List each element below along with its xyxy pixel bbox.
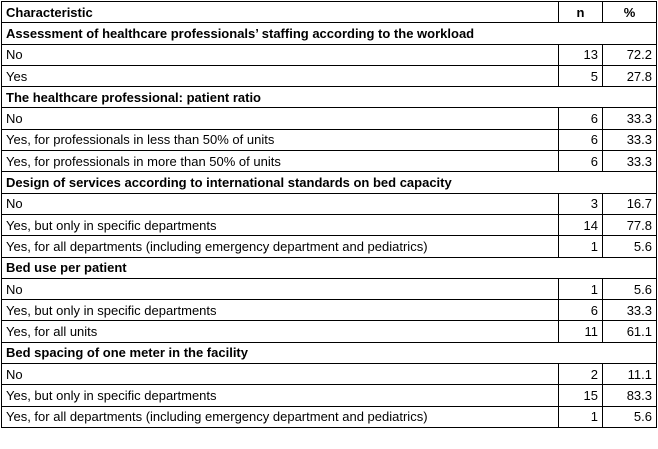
row-label: No xyxy=(2,364,559,385)
row-label: Yes xyxy=(2,65,559,86)
row-label: Yes, but only in specific departments xyxy=(2,214,559,235)
section-header-row xyxy=(2,342,657,363)
header-characteristic: Characteristic xyxy=(2,2,559,23)
row-pct: 27.8 xyxy=(603,65,657,86)
table-row xyxy=(2,385,657,406)
row-pct: 33.3 xyxy=(603,108,657,129)
row-label: Yes, but only in specific departments xyxy=(2,385,559,406)
row-label: No xyxy=(2,193,559,214)
header-pct: % xyxy=(603,2,657,23)
row-n: 1 xyxy=(559,236,603,257)
table-row xyxy=(2,406,657,427)
row-label: Yes, for all departments (including emergency department and pediatrics) xyxy=(2,236,559,257)
section-title: Bed spacing of one meter in the facility xyxy=(2,342,657,363)
row-n: 15 xyxy=(559,385,603,406)
row-pct: 72.2 xyxy=(603,44,657,65)
row-n: 6 xyxy=(559,300,603,321)
table-row xyxy=(2,300,657,321)
row-pct: 5.6 xyxy=(603,278,657,299)
table-row xyxy=(2,193,657,214)
header-n: n xyxy=(559,2,603,23)
row-label: No xyxy=(2,44,559,65)
row-pct: 77.8 xyxy=(603,214,657,235)
row-label: No xyxy=(2,278,559,299)
row-pct: 33.3 xyxy=(603,129,657,150)
row-n: 6 xyxy=(559,151,603,172)
row-pct: 83.3 xyxy=(603,385,657,406)
row-n: 14 xyxy=(559,214,603,235)
row-label: Yes, for all departments (including emergency department and pediatrics) xyxy=(2,406,559,427)
row-n: 6 xyxy=(559,108,603,129)
section-header-row xyxy=(2,172,657,193)
table-row xyxy=(2,236,657,257)
row-n: 6 xyxy=(559,129,603,150)
row-label: No xyxy=(2,108,559,129)
row-n: 1 xyxy=(559,278,603,299)
table-row xyxy=(2,151,657,172)
table-row xyxy=(2,364,657,385)
row-n: 1 xyxy=(559,406,603,427)
row-n: 3 xyxy=(559,193,603,214)
row-label: Yes, for professionals in less than 50% of units xyxy=(2,129,559,150)
table-row xyxy=(2,214,657,235)
table-row xyxy=(2,65,657,86)
table-row xyxy=(2,321,657,342)
row-pct: 33.3 xyxy=(603,151,657,172)
row-n: 11 xyxy=(559,321,603,342)
section-title: Bed use per patient xyxy=(2,257,657,278)
row-pct: 5.6 xyxy=(603,406,657,427)
section-header-row xyxy=(2,87,657,108)
row-pct: 16.7 xyxy=(603,193,657,214)
section-title: Assessment of healthcare professionals’ staffing according to the workload xyxy=(2,23,657,44)
table-row xyxy=(2,129,657,150)
section-header-row xyxy=(2,23,657,44)
table-row xyxy=(2,278,657,299)
row-pct: 11.1 xyxy=(603,364,657,385)
table-row xyxy=(2,44,657,65)
row-n: 2 xyxy=(559,364,603,385)
section-header-row xyxy=(2,257,657,278)
row-label: Yes, for all units xyxy=(2,321,559,342)
table-row xyxy=(2,108,657,129)
section-title: Design of services according to international standards on bed capacity xyxy=(2,172,657,193)
row-pct: 5.6 xyxy=(603,236,657,257)
row-n: 13 xyxy=(559,44,603,65)
header-row xyxy=(2,2,657,23)
row-pct: 33.3 xyxy=(603,300,657,321)
section-title: The healthcare professional: patient ratio xyxy=(2,87,657,108)
row-label: Yes, for professionals in more than 50% of units xyxy=(2,151,559,172)
row-n: 5 xyxy=(559,65,603,86)
table-body xyxy=(2,23,657,428)
row-label: Yes, but only in specific departments xyxy=(2,300,559,321)
row-pct: 61.1 xyxy=(603,321,657,342)
data-table xyxy=(1,1,657,428)
